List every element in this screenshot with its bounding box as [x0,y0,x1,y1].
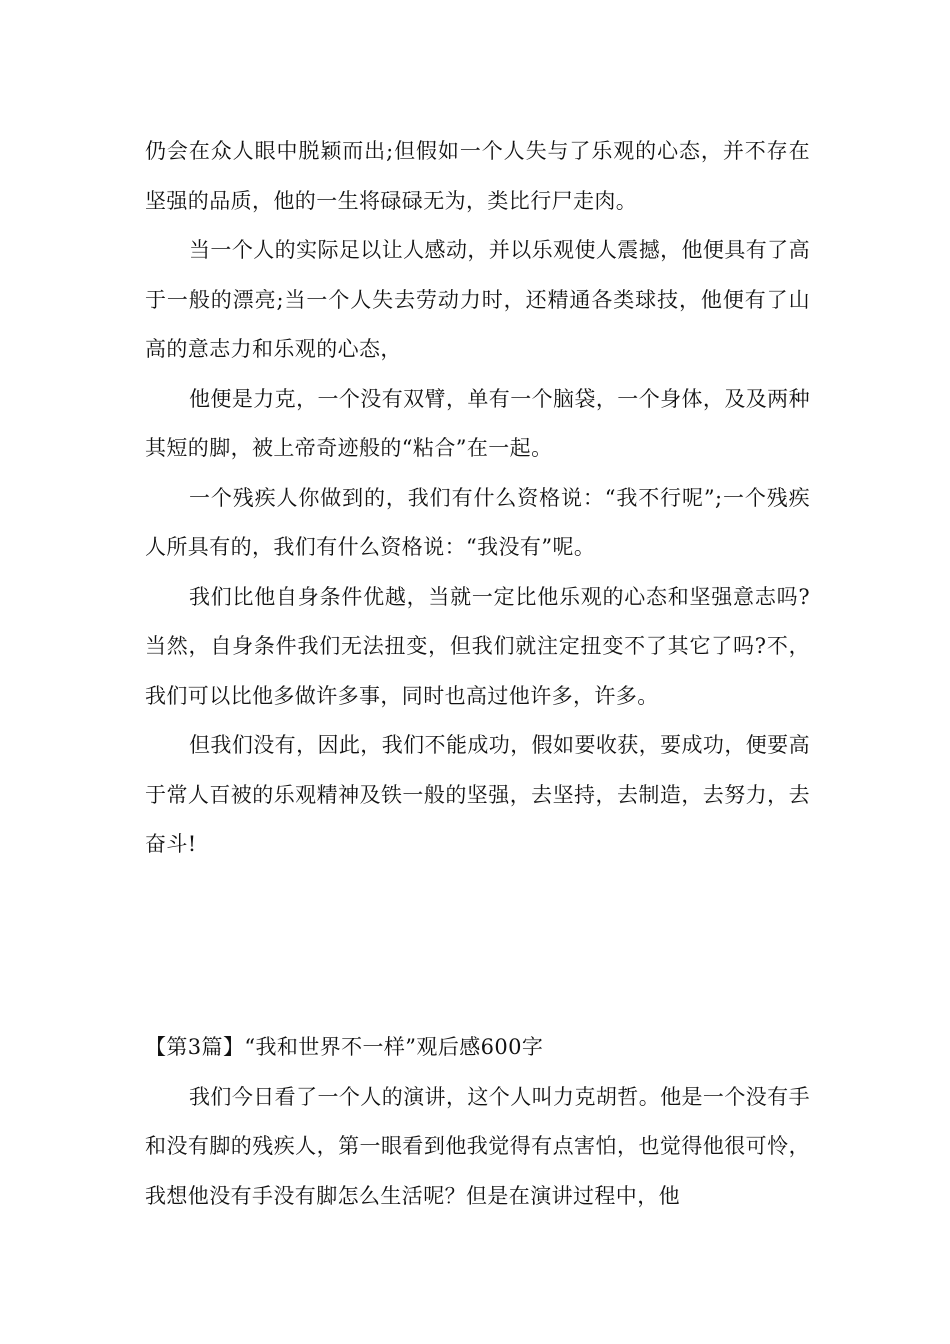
paragraph: 他便是力克，一个没有双臂，单有一个脑袋，一个身体，及及两种其短的脚，被上帝奇迹般的“粘合”在一起。 [145,386,810,460]
section-bottom [145,1023,810,1221]
paragraph: 当一个人的实际足以让人感动，并以乐观使人震撼，他便具有了高于一般的漂亮;当一个人失去劳动力时，还精通各类球技，他便有了山高的意志力和乐观的心态， [145,238,810,361]
paragraph: 我们今日看了一个人的演讲，这个人叫力克胡哲。他是一个没有手和没有脚的残疾人，第一眼看到他我觉得有点害怕，也觉得他很可怜，我想他没有手没有脚怎么生活呢？但是在演讲过程中，他 [145,1084,810,1208]
paragraph: 仍会在众人眼中脱颖而出;但假如一个人失与了乐观的心态，并不存在坚强的品质，他的一生将碌碌无为，类比行尸走肉。 [145,139,810,213]
section-top [145,127,810,870]
section-heading: 【第3篇】“我和世界不一样”观后感600字 [145,1035,544,1059]
paragraph: 但我们没有，因此，我们不能成功，假如要收获，要成功，便要高于常人百被的乐观精神及铁一般的坚强，去坚持，去制造，去努力，去奋斗! [145,733,810,856]
paragraph: 我们比他自身条件优越，当就一定比他乐观的心态和坚强意志吗?当然，自身条件我们无法扭变，但我们就注定扭变不了其它了吗?不，我们可以比他多做许多事，同时也高过他许多，许多。 [145,584,810,708]
paragraph: 一个残疾人你做到的，我们有什么资格说：“我不行呢”;一个残疾人所具有的，我们有什么资格说：“我没有”呢。 [145,485,810,559]
